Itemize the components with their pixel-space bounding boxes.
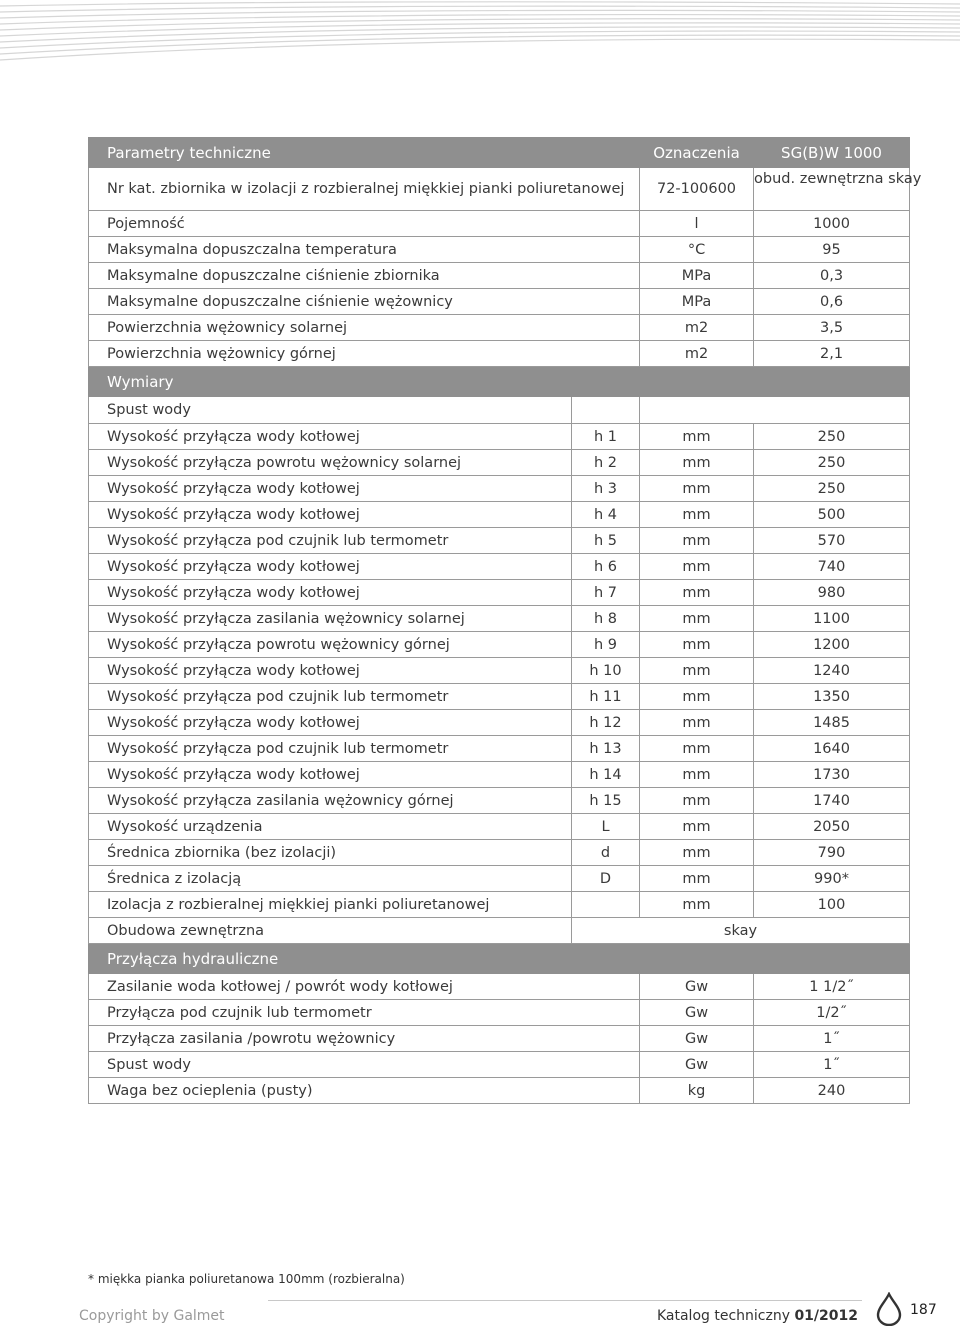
dimension-unit: mm bbox=[640, 736, 754, 762]
dimension-label: Wysokość przyłącza pod czujnik lub termometr bbox=[89, 528, 572, 554]
dimension-row bbox=[89, 762, 910, 788]
dimension-value: 1730 bbox=[754, 762, 910, 788]
dimension-label: Wysokość przyłącza wody kotłowej bbox=[89, 476, 572, 502]
dimension-value: 250 bbox=[754, 450, 910, 476]
dimension-unit: mm bbox=[640, 606, 754, 632]
hydraulic-label: Przyłącza zasilania /powrotu wężownicy bbox=[89, 1026, 640, 1052]
dimension-unit: mm bbox=[640, 502, 754, 528]
dimension-row bbox=[89, 658, 910, 684]
dimension-symbol: h 4 bbox=[572, 502, 640, 528]
catalog-number-variant: obud. zewnętrzna skay bbox=[754, 168, 910, 211]
param-value: 0,3 bbox=[754, 263, 910, 289]
param-row bbox=[89, 341, 910, 367]
dimension-label: Wysokość przyłącza wody kotłowej bbox=[89, 580, 572, 606]
param-unit: °C bbox=[640, 237, 754, 263]
dimension-unit: mm bbox=[640, 580, 754, 606]
dimension-unit: mm bbox=[640, 450, 754, 476]
dimension-value: 250 bbox=[754, 424, 910, 450]
catalog-label: Katalog techniczny bbox=[656, 1308, 795, 1324]
dimension-label: Wysokość przyłącza pod czujnik lub termometr bbox=[89, 684, 572, 710]
footer-rule bbox=[268, 1300, 862, 1301]
param-value: 3,5 bbox=[754, 315, 910, 341]
dimension-row bbox=[89, 710, 910, 736]
dimension-symbol: h 6 bbox=[572, 554, 640, 580]
dimension-unit: mm bbox=[640, 632, 754, 658]
param-unit: m2 bbox=[640, 315, 754, 341]
section-hydraulic-fill bbox=[640, 944, 754, 974]
param-label: Pojemność bbox=[89, 211, 640, 237]
hydraulic-unit: Gw bbox=[640, 1052, 754, 1078]
dimension-value: 980 bbox=[754, 580, 910, 606]
hydraulic-label: Przyłącza pod czujnik lub termometr bbox=[89, 1000, 640, 1026]
table-header-row bbox=[89, 138, 910, 168]
hydraulic-value: 1˝ bbox=[754, 1052, 910, 1078]
dimension-row bbox=[89, 450, 910, 476]
catalog-number-code: 72-100600 bbox=[640, 168, 754, 211]
water-drop-icon bbox=[874, 1292, 904, 1326]
section-dimensions-fill bbox=[640, 367, 754, 397]
dimension-symbol: D bbox=[572, 866, 640, 892]
section-hydraulic-title: Przyłącza hydrauliczne bbox=[89, 944, 572, 974]
dimension-row bbox=[89, 632, 910, 658]
dimension-symbol: L bbox=[572, 814, 640, 840]
dimension-row bbox=[89, 528, 910, 554]
spust-row bbox=[89, 397, 910, 424]
dimension-value: 740 bbox=[754, 554, 910, 580]
param-unit: m2 bbox=[640, 341, 754, 367]
hydraulic-label: Spust wody bbox=[89, 1052, 640, 1078]
dimension-row bbox=[89, 476, 910, 502]
casing-label: Obudowa zewnętrzna bbox=[89, 918, 572, 944]
hydraulic-row bbox=[89, 1000, 910, 1026]
decorative-lines bbox=[0, 0, 960, 80]
dimension-label: Izolacja z rozbieralnej miękkiej pianki poliuretanowej bbox=[89, 892, 572, 918]
dimension-label: Wysokość przyłącza wody kotłowej bbox=[89, 424, 572, 450]
dimension-row bbox=[89, 554, 910, 580]
hydraulic-unit: Gw bbox=[640, 974, 754, 1000]
spust-value bbox=[640, 397, 910, 424]
dimension-unit: mm bbox=[640, 528, 754, 554]
dimension-label: Średnica zbiornika (bez izolacji) bbox=[89, 840, 572, 866]
dimension-unit: mm bbox=[640, 892, 754, 918]
section-dimensions-title: Wymiary bbox=[89, 367, 572, 397]
dimension-label: Średnica z izolacją bbox=[89, 866, 572, 892]
dimension-value: 250 bbox=[754, 476, 910, 502]
dimension-unit: mm bbox=[640, 866, 754, 892]
dimension-symbol: h 8 bbox=[572, 606, 640, 632]
catalog-number-label: Nr kat. zbiornika w izolacji z rozbieralnej miękkiej pianki poliuretanowej bbox=[89, 168, 640, 211]
dimension-unit: mm bbox=[640, 658, 754, 684]
section-dimensions-fill bbox=[754, 367, 910, 397]
dimension-symbol: h 3 bbox=[572, 476, 640, 502]
dimension-row bbox=[89, 502, 910, 528]
dimension-value: 1350 bbox=[754, 684, 910, 710]
dimension-row bbox=[89, 580, 910, 606]
param-unit: l bbox=[640, 211, 754, 237]
dimension-unit: mm bbox=[640, 476, 754, 502]
hydraulic-value: 1/2˝ bbox=[754, 1000, 910, 1026]
param-label: Maksymalne dopuszczalne ciśnienie wężownicy bbox=[89, 289, 640, 315]
hydraulic-row bbox=[89, 1052, 910, 1078]
dimension-symbol: h 7 bbox=[572, 580, 640, 606]
dimension-symbol: h 10 bbox=[572, 658, 640, 684]
dimension-value: 1640 bbox=[754, 736, 910, 762]
dimension-value: 1740 bbox=[754, 788, 910, 814]
hydraulic-row bbox=[89, 1078, 910, 1104]
casing-row bbox=[89, 918, 910, 944]
spust-symbol bbox=[572, 397, 640, 424]
dimension-value: 500 bbox=[754, 502, 910, 528]
dimension-symbol: d bbox=[572, 840, 640, 866]
dimension-unit: mm bbox=[640, 788, 754, 814]
param-row bbox=[89, 289, 910, 315]
dimension-unit: mm bbox=[640, 762, 754, 788]
dimension-symbol: h 14 bbox=[572, 762, 640, 788]
section-dimensions bbox=[89, 367, 910, 397]
spust-label: Spust wody bbox=[89, 397, 572, 424]
dimension-value: 2050 bbox=[754, 814, 910, 840]
dimension-row bbox=[89, 736, 910, 762]
dimension-label: Wysokość przyłącza wody kotłowej bbox=[89, 554, 572, 580]
catalog-issue: 01/2012 bbox=[794, 1308, 858, 1324]
dimension-value: 570 bbox=[754, 528, 910, 554]
casing-value: skay bbox=[572, 918, 910, 944]
dimension-row bbox=[89, 892, 910, 918]
header-params: Parametry techniczne bbox=[89, 138, 640, 168]
dimension-value: 1485 bbox=[754, 710, 910, 736]
copyright: Copyright by Galmet bbox=[79, 1308, 225, 1324]
section-hydraulic-fill bbox=[754, 944, 910, 974]
header-model: SG(B)W 1000 bbox=[754, 138, 910, 168]
dimension-symbol: h 11 bbox=[572, 684, 640, 710]
dimension-row bbox=[89, 684, 910, 710]
dimension-label: Wysokość przyłącza pod czujnik lub termometr bbox=[89, 736, 572, 762]
hydraulic-unit: Gw bbox=[640, 1000, 754, 1026]
dimension-symbol: h 9 bbox=[572, 632, 640, 658]
catalog-info bbox=[657, 1308, 858, 1324]
hydraulic-unit: kg bbox=[640, 1078, 754, 1104]
hydraulic-value: 240 bbox=[754, 1078, 910, 1104]
param-value: 95 bbox=[754, 237, 910, 263]
dimension-row bbox=[89, 788, 910, 814]
dimension-symbol: h 1 bbox=[572, 424, 640, 450]
hydraulic-row bbox=[89, 1026, 910, 1052]
dimension-symbol: h 12 bbox=[572, 710, 640, 736]
param-label: Maksymalna dopuszczalna temperatura bbox=[89, 237, 640, 263]
dimension-value: 990* bbox=[754, 866, 910, 892]
dimension-unit: mm bbox=[640, 814, 754, 840]
param-row bbox=[89, 237, 910, 263]
hydraulic-value: 1 1/2˝ bbox=[754, 974, 910, 1000]
dimension-row bbox=[89, 866, 910, 892]
header-symbols: Oznaczenia bbox=[640, 138, 754, 168]
param-row bbox=[89, 263, 910, 289]
dimension-label: Wysokość przyłącza powrotu wężownicy górnej bbox=[89, 632, 572, 658]
dimension-symbol bbox=[572, 892, 640, 918]
footnote: * miękka pianka poliuretanowa 100mm (rozbieralna) bbox=[88, 1272, 405, 1286]
dimension-symbol: h 13 bbox=[572, 736, 640, 762]
hydraulic-row bbox=[89, 974, 910, 1000]
dimension-value: 1200 bbox=[754, 632, 910, 658]
param-label: Powierzchnia wężownicy solarnej bbox=[89, 315, 640, 341]
dimension-label: Wysokość przyłącza zasilania wężownicy solarnej bbox=[89, 606, 572, 632]
section-dimensions-fill bbox=[572, 367, 640, 397]
dimension-label: Wysokość przyłącza wody kotłowej bbox=[89, 710, 572, 736]
dimension-value: 1100 bbox=[754, 606, 910, 632]
dimension-label: Wysokość przyłącza wody kotłowej bbox=[89, 762, 572, 788]
dimension-row bbox=[89, 814, 910, 840]
catalog-number-row bbox=[89, 168, 910, 211]
param-label: Powierzchnia wężownicy górnej bbox=[89, 341, 640, 367]
dimension-symbol: h 15 bbox=[572, 788, 640, 814]
dimension-unit: mm bbox=[640, 710, 754, 736]
dimension-symbol: h 5 bbox=[572, 528, 640, 554]
page-number: 187 bbox=[910, 1302, 937, 1318]
spec-table bbox=[88, 137, 922, 1104]
hydraulic-value: 1˝ bbox=[754, 1026, 910, 1052]
param-value: 2,1 bbox=[754, 341, 910, 367]
dimension-unit: mm bbox=[640, 554, 754, 580]
param-row bbox=[89, 315, 910, 341]
dimension-row bbox=[89, 606, 910, 632]
dimension-row bbox=[89, 840, 910, 866]
dimension-unit: mm bbox=[640, 840, 754, 866]
dimension-label: Wysokość urządzenia bbox=[89, 814, 572, 840]
dimension-symbol: h 2 bbox=[572, 450, 640, 476]
section-hydraulic-fill bbox=[572, 944, 640, 974]
dimension-label: Wysokość przyłącza wody kotłowej bbox=[89, 658, 572, 684]
hydraulic-label: Zasilanie woda kotłowej / powrót wody kotłowej bbox=[89, 974, 640, 1000]
section-hydraulic bbox=[89, 944, 910, 974]
dimension-value: 790 bbox=[754, 840, 910, 866]
param-value: 0,6 bbox=[754, 289, 910, 315]
param-row bbox=[89, 211, 910, 237]
param-unit: MPa bbox=[640, 263, 754, 289]
dimension-label: Wysokość przyłącza zasilania wężownicy górnej bbox=[89, 788, 572, 814]
dimension-label: Wysokość przyłącza wody kotłowej bbox=[89, 502, 572, 528]
dimension-row bbox=[89, 424, 910, 450]
param-label: Maksymalne dopuszczalne ciśnienie zbiornika bbox=[89, 263, 640, 289]
hydraulic-label: Waga bez ocieplenia (pusty) bbox=[89, 1078, 640, 1104]
dimension-value: 1240 bbox=[754, 658, 910, 684]
dimension-unit: mm bbox=[640, 684, 754, 710]
hydraulic-unit: Gw bbox=[640, 1026, 754, 1052]
param-value: 1000 bbox=[754, 211, 910, 237]
param-unit: MPa bbox=[640, 289, 754, 315]
dimension-value: 100 bbox=[754, 892, 910, 918]
dimension-unit: mm bbox=[640, 424, 754, 450]
dimension-label: Wysokość przyłącza powrotu wężownicy solarnej bbox=[89, 450, 572, 476]
